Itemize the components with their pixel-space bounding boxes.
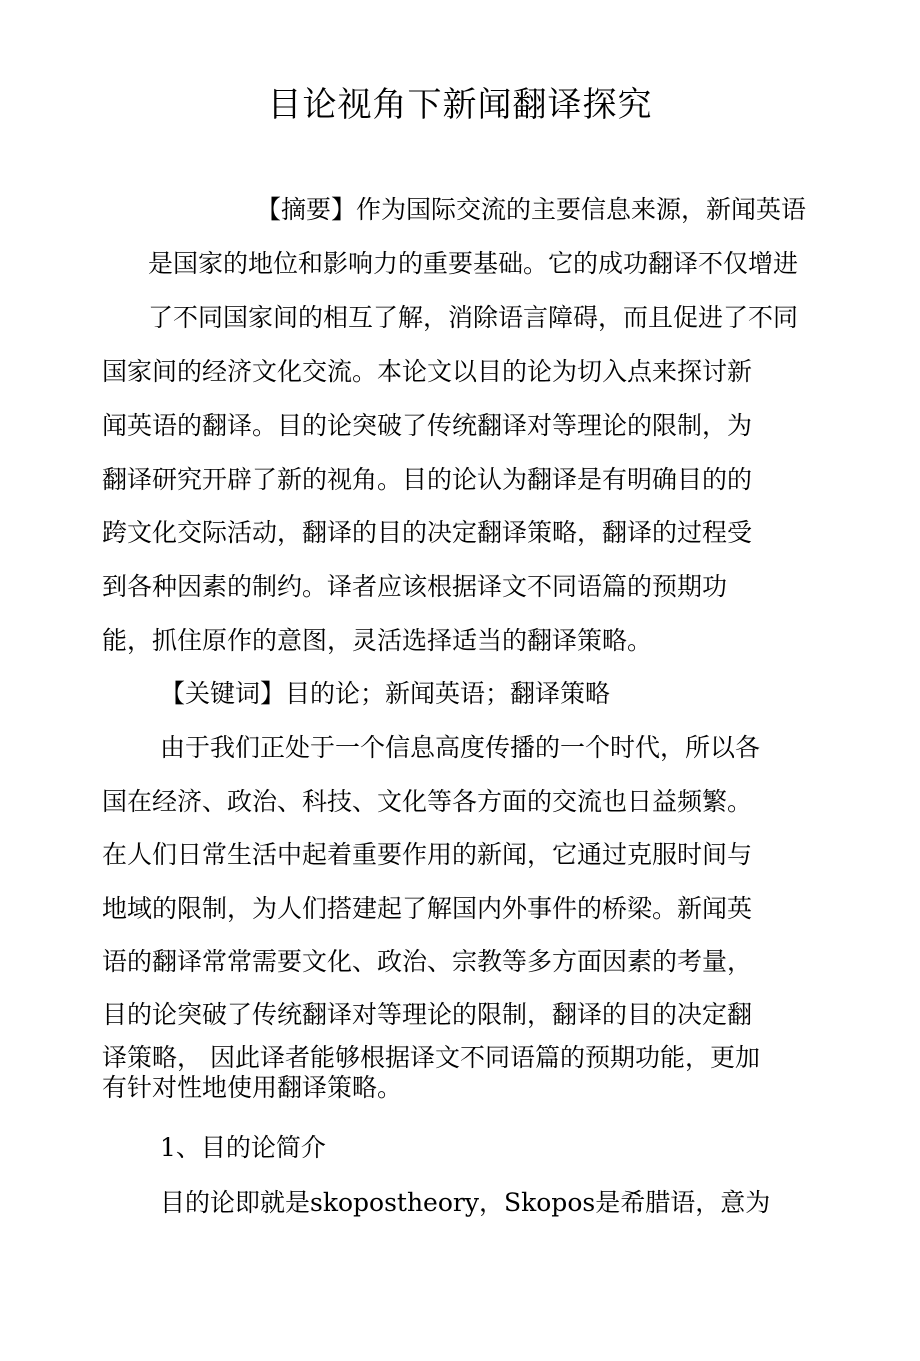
intro-line: 译策略， 因此译者能够根据译文不同语篇的预期功能，更加 bbox=[102, 1043, 760, 1072]
intro-line: 国在经济、政治、科技、文化等各方面的交流也日益频繁。 bbox=[102, 787, 753, 816]
abstract-line: 是国家的地位和影响力的重要基础。它的成功翻译不仅增进 bbox=[148, 249, 799, 278]
intro-line: 有针对性地使用翻译策略。 bbox=[102, 1073, 403, 1102]
abstract-line: 翻译研究开辟了新的视角。目的论认为翻译是有明确目的的 bbox=[102, 465, 753, 494]
intro-line: 语的翻译常常需要文化、政治、宗教等多方面因素的考量， bbox=[102, 947, 753, 976]
abstract-line: 跨文化交际活动，翻译的目的决定翻译策略，翻译的过程受 bbox=[102, 518, 753, 547]
abstract-line: 【摘要】作为国际交流的主要信息来源，新闻英语 bbox=[256, 195, 807, 224]
intro-line: 目的论突破了传统翻译对等理论的限制，翻译的目的决定翻 bbox=[102, 1000, 753, 1029]
intro-line: 地域的限制，为人们搭建起了解国内外事件的桥梁。新闻英 bbox=[102, 894, 753, 923]
abstract-line: 闻英语的翻译。目的论突破了传统翻译对等理论的限制，为 bbox=[102, 411, 753, 440]
document-title: 目论视角下新闻翻译探究 bbox=[267, 85, 653, 125]
section-heading: 1、目的论简介 bbox=[160, 1133, 326, 1162]
keywords-line: 【关键词】目的论；新闻英语；翻译策略 bbox=[160, 679, 611, 708]
intro-line: 在人们日常生活中起着重要作用的新闻，它通过克服时间与 bbox=[102, 840, 753, 869]
abstract-line: 能，抓住原作的意图，灵活选择适当的翻译策略。 bbox=[102, 626, 653, 655]
section-body-line: 目的论即就是skopostheory，Skopos是希腊语，意为 bbox=[160, 1188, 771, 1217]
intro-line: 由于我们正处于一个信息高度传播的一个时代，所以各 bbox=[160, 733, 761, 762]
abstract-line: 到各种因素的制约。译者应该根据译文不同语篇的预期功 bbox=[102, 572, 728, 601]
abstract-line: 国家间的经济文化交流。本论文以目的论为切入点来探讨新 bbox=[102, 357, 753, 386]
abstract-line: 了不同国家间的相互了解，消除语言障碍，而且促进了不同 bbox=[148, 303, 799, 332]
